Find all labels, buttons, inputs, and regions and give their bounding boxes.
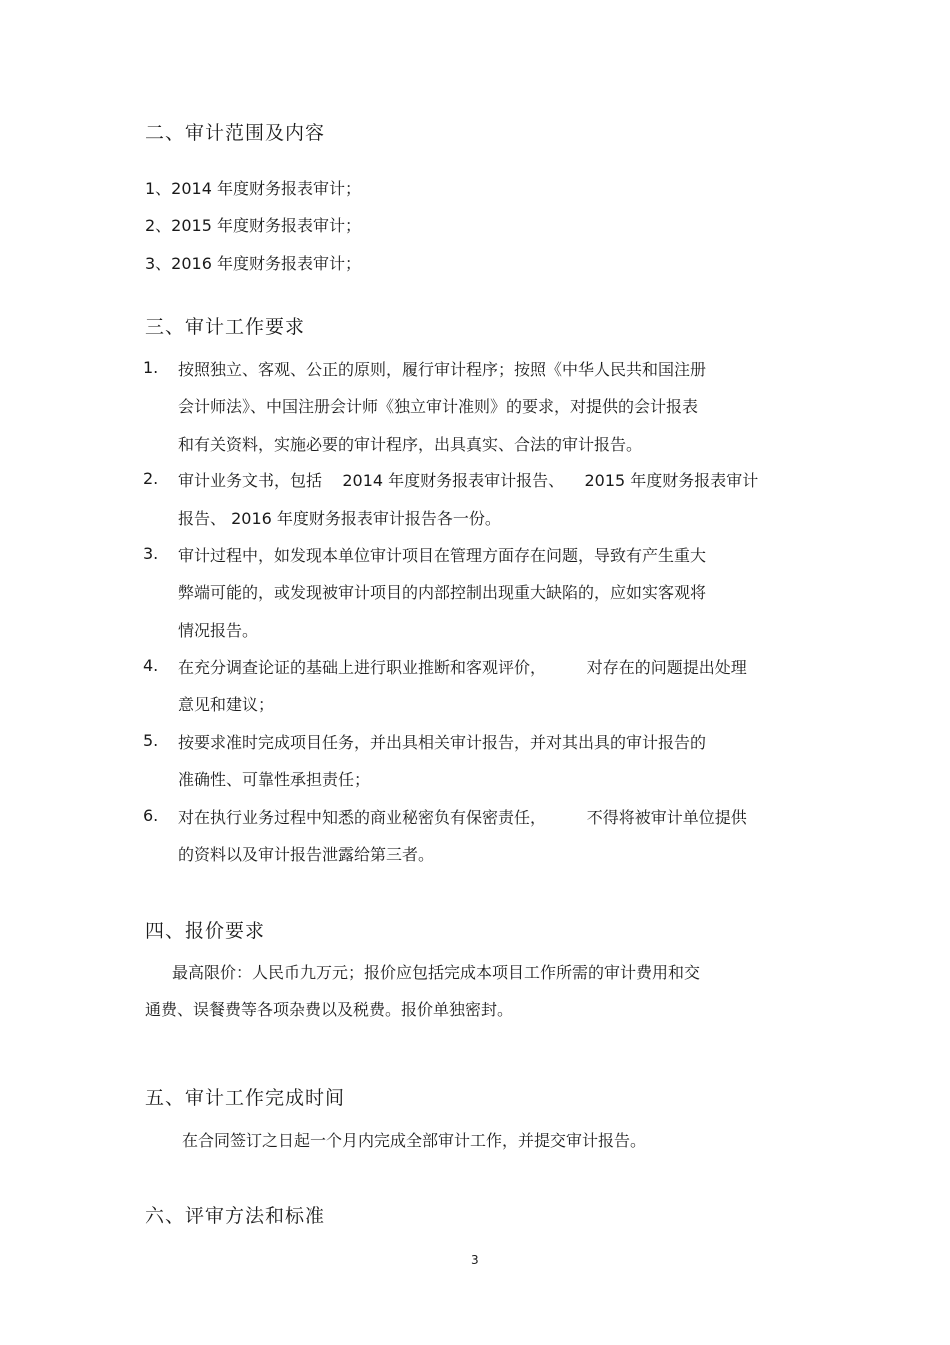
section-3-item-6-line-1: 对在执行业务过程中知悉的商业秘密负有保密责任， 不得将被审计单位提供 xyxy=(178,808,747,827)
section-3-item-1-line-1: 按照独立、客观、公正的原则，履行审计程序；按照《中华人民共和国注册 xyxy=(178,360,707,379)
section-3-item-2-number: 2. xyxy=(143,469,159,488)
section-3-title: 三、审计工作要求 xyxy=(145,316,306,338)
section-2-item-2: 2、2015 年度财务报表审计； xyxy=(145,216,361,235)
section-3-item-4-number: 4. xyxy=(143,656,159,675)
section-3-item-5-line-2: 准确性、可靠性承担责任； xyxy=(178,770,371,789)
section-3-item-3-line-2: 弊端可能的，或发现被审计项目的内部控制出现重大缺陷的，应如实客观将 xyxy=(178,583,707,602)
section-3-item-4-line-2: 意见和建议； xyxy=(178,695,275,714)
section-3-item-2-line-2: 报告、 2016 年度财务报表审计报告各一份。 xyxy=(178,509,501,528)
section-5-title: 五、审计工作完成时间 xyxy=(145,1087,346,1109)
section-3-item-4-line-1: 在充分调查论证的基础上进行职业推断和客观评价， 对存在的问题提出处理 xyxy=(178,658,747,677)
section-3-item-3-line-1: 审计过程中，如发现本单位审计项目在管理方面存在问题，导致有产生重大 xyxy=(178,546,707,565)
section-2-item-1: 1、2014 年度财务报表审计； xyxy=(145,179,361,198)
section-3-item-5-number: 5. xyxy=(143,731,159,750)
section-2-title: 二、审计范围及内容 xyxy=(145,122,326,144)
section-2-item-3: 3、2016 年度财务报表审计； xyxy=(145,254,361,273)
section-6-title: 六、评审方法和标准 xyxy=(145,1205,326,1227)
section-3-item-5-line-1: 按要求准时完成项目任务，并出具相关审计报告，并对其出具的审计报告的 xyxy=(178,733,707,752)
section-3-item-3-line-3: 情况报告。 xyxy=(178,621,259,640)
section-3-item-1-line-3: 和有关资料，实施必要的审计程序，出具真实、合法的审计报告。 xyxy=(178,435,643,454)
section-4-line-1: 最高限价：人民币九万元；报价应包括完成本项目工作所需的审计费用和交 xyxy=(172,963,701,982)
section-3-item-1-line-2: 会计师法》、中国注册会计师《独立审计准则》的要求，对提供的会计报表 xyxy=(178,397,699,416)
section-3-item-3-number: 3. xyxy=(143,544,159,563)
section-3-item-2-line-1: 审计业务文书，包括 2014 年度财务报表审计报告、 2015 年度财务报表审计 xyxy=(178,471,759,490)
section-4-title: 四、报价要求 xyxy=(145,920,266,942)
section-5-line-1: 在合同签订之日起一个月内完成全部审计工作，并提交审计报告。 xyxy=(182,1131,647,1150)
section-3-item-6-line-2: 的资料以及审计报告泄露给第三者。 xyxy=(178,845,435,864)
section-3-item-1-number: 1. xyxy=(143,358,159,377)
section-4-line-2: 通费、误餐费等各项杂费以及税费。报价单独密封。 xyxy=(145,1000,514,1019)
section-3-item-6-number: 6. xyxy=(143,806,159,825)
page-number: 3 xyxy=(471,1253,479,1267)
